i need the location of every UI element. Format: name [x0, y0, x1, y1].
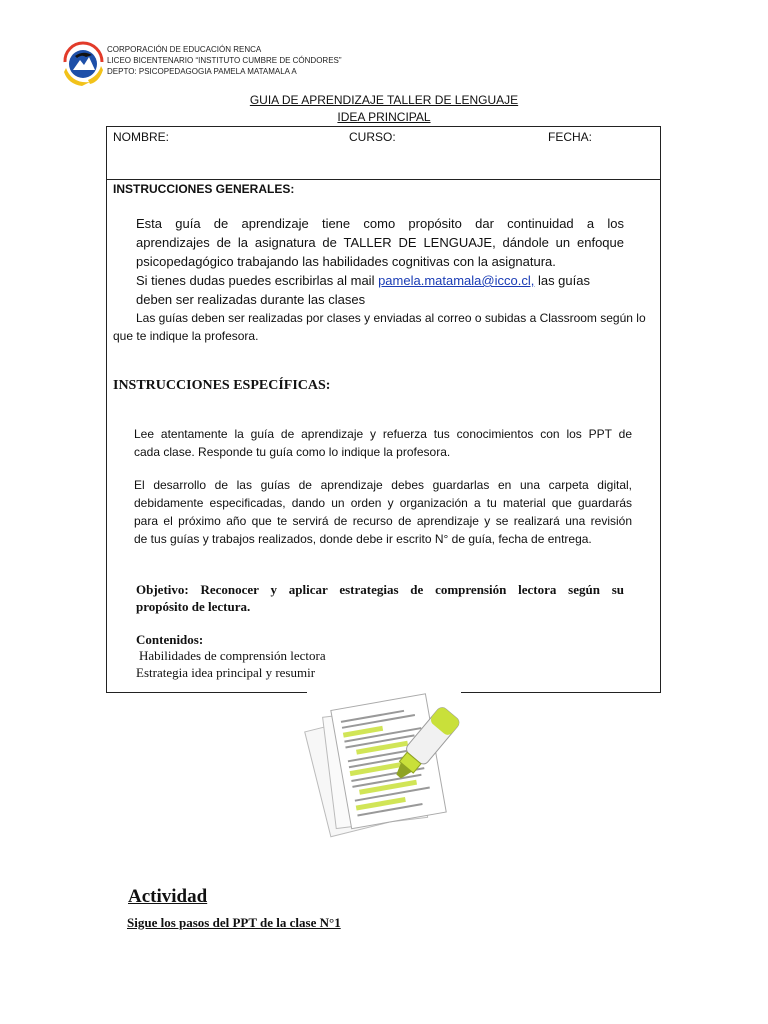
objective-line: Objetivo: Reconocer y aplicar estrategias de comprensión lectora según su — [136, 582, 624, 597]
general-paragraph-line: psicopedagógico trabajando las habilidades cognitivas con la asignatura. — [136, 254, 556, 269]
specific-paragraph-line: para el próximo año que te servirá de recurso de aprendizaje y se realizará una revisión — [134, 514, 632, 528]
header-line-1: CORPORACIÓN DE EDUCACIÓN RENCA — [107, 45, 262, 54]
specific-paragraph-line: debidamente especificadas, dando un orden y organización a tu material que guardarás — [134, 496, 632, 510]
contents-item: Habilidades de comprensión lectora — [139, 648, 326, 663]
general-paragraph-line: aprendizajes de la asignatura de TALLER DE LENGUAJE, dándole un enfoque — [136, 235, 624, 250]
document-subtitle: IDEA PRINCIPAL — [337, 110, 431, 124]
general-paragraph-line: deben ser realizadas durante las clases — [136, 292, 366, 307]
header-line-3: DEPTO: PSICOPEDAGOGIA PAMELA MATAMALA A — [107, 67, 297, 76]
specific-paragraph-line: El desarrollo de las guías de aprendizaje debes guardarlas en una carpeta digital, — [134, 478, 632, 492]
specific-paragraph-line: cada clase. Responde tu guía como lo indique la profesora. — [134, 445, 451, 459]
contact-text-end: las guías — [534, 273, 590, 288]
date-field-label: FECHA: — [548, 130, 593, 144]
contents-heading: Contenidos: — [136, 632, 204, 647]
teacher-email-link[interactable]: pamela.matamala@icco.cl, — [378, 273, 535, 288]
specific-paragraph-line: de tus guías y trabajos realizados, donde debe ir escrito N° de guía, fecha de entrega. — [134, 532, 592, 546]
general-paragraph-line: Esta guía de aprendizaje tiene como propósito dar continuidad a los — [136, 216, 624, 231]
general-paragraph-line: Las guías deben ser realizadas por clases y enviadas al correo o subidas a Classroom según lo — [136, 311, 646, 325]
contents-item: Estrategia idea principal y resumir — [136, 665, 316, 680]
general-paragraph-line: que te indique la profesora. — [113, 329, 259, 343]
specific-paragraph-line: Lee atentamente la guía de aprendizaje y refuerza tus conocimientos con los PPT de — [134, 427, 632, 441]
activity-instruction: Sigue los pasos del PPT de la clase N°1 — [127, 915, 341, 930]
general-instructions-heading: INSTRUCCIONES GENERALES: — [113, 182, 295, 196]
name-field-label: NOMBRE: — [113, 130, 170, 144]
header-line-2: LICEO BICENTENARIO “INSTITUTO CUMBRE DE CÓNDORES” — [107, 56, 342, 65]
document-title: GUIA DE APRENDIZAJE TALLER DE LENGUAJE — [249, 93, 519, 107]
contact-line — [136, 271, 590, 290]
school-logo — [62, 40, 104, 86]
course-field-label: CURSO: — [349, 130, 396, 144]
activity-heading: Actividad — [128, 886, 208, 907]
objective-line: propósito de lectura. — [136, 599, 251, 614]
highlighted-documents-image — [300, 690, 465, 850]
specific-instructions-heading: INSTRUCCIONES ESPECÍFICAS: — [113, 378, 331, 393]
contact-text: Si tienes dudas puedes escribirlas al mail — [136, 273, 379, 288]
